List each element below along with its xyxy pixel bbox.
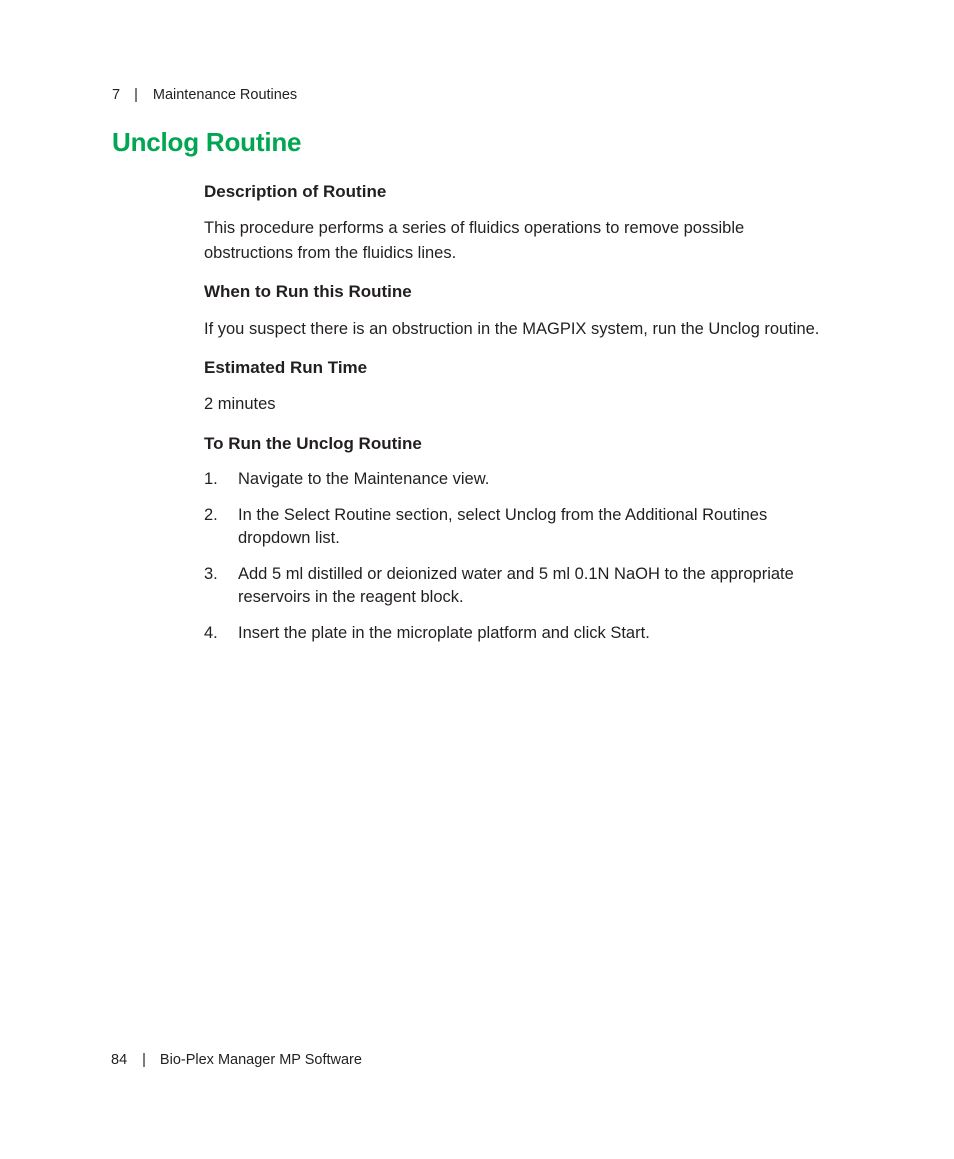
list-item (204, 622, 844, 645)
run-time-heading: Estimated Run Time (204, 358, 368, 377)
run-time-text: 2 minutes (204, 395, 276, 413)
list-item (204, 468, 844, 491)
procedure-heading: To Run the Unclog Routine (204, 434, 422, 453)
chapter-title: Maintenance Routines (152, 87, 298, 103)
step-text: In the Select Routine section, select Unclog from the Additional Routines dropdown list. (238, 506, 768, 547)
footer-separator: | (142, 1052, 146, 1068)
when-to-run-text: If you suspect there is an obstruction in the MAGPIX system, run the Unclog routine. (204, 320, 820, 338)
step-number: 1. (204, 470, 218, 488)
step-number: 4. (204, 624, 218, 642)
running-footer (111, 1052, 362, 1068)
step-text: Navigate to the Maintenance view. (238, 470, 490, 488)
description-heading: Description of Routine (204, 182, 387, 201)
step-text: Insert the plate in the microplate platform and click Start. (238, 624, 650, 642)
step-number: 2. (204, 506, 218, 524)
procedure-steps (204, 468, 844, 645)
chapter-number: 7 (112, 87, 121, 103)
page-title: Unclog Routine (112, 127, 302, 157)
step-number: 3. (204, 565, 218, 583)
when-to-run-heading: When to Run this Routine (204, 282, 412, 301)
step-text: Add 5 ml distilled or deionized water and 5 ml 0.1N NaOH to the appropriate reservoirs in the reagent block. (238, 565, 794, 606)
list-item (204, 563, 863, 609)
book-title: Bio-Plex Manager MP Software (159, 1052, 362, 1068)
header-separator: | (134, 87, 138, 103)
running-header (112, 87, 297, 103)
list-item (204, 504, 813, 550)
description-text: This procedure performs a series of fluidics operations to remove possible obstructions from the fluidics lines. (204, 219, 745, 262)
page-number: 84 (111, 1052, 128, 1068)
